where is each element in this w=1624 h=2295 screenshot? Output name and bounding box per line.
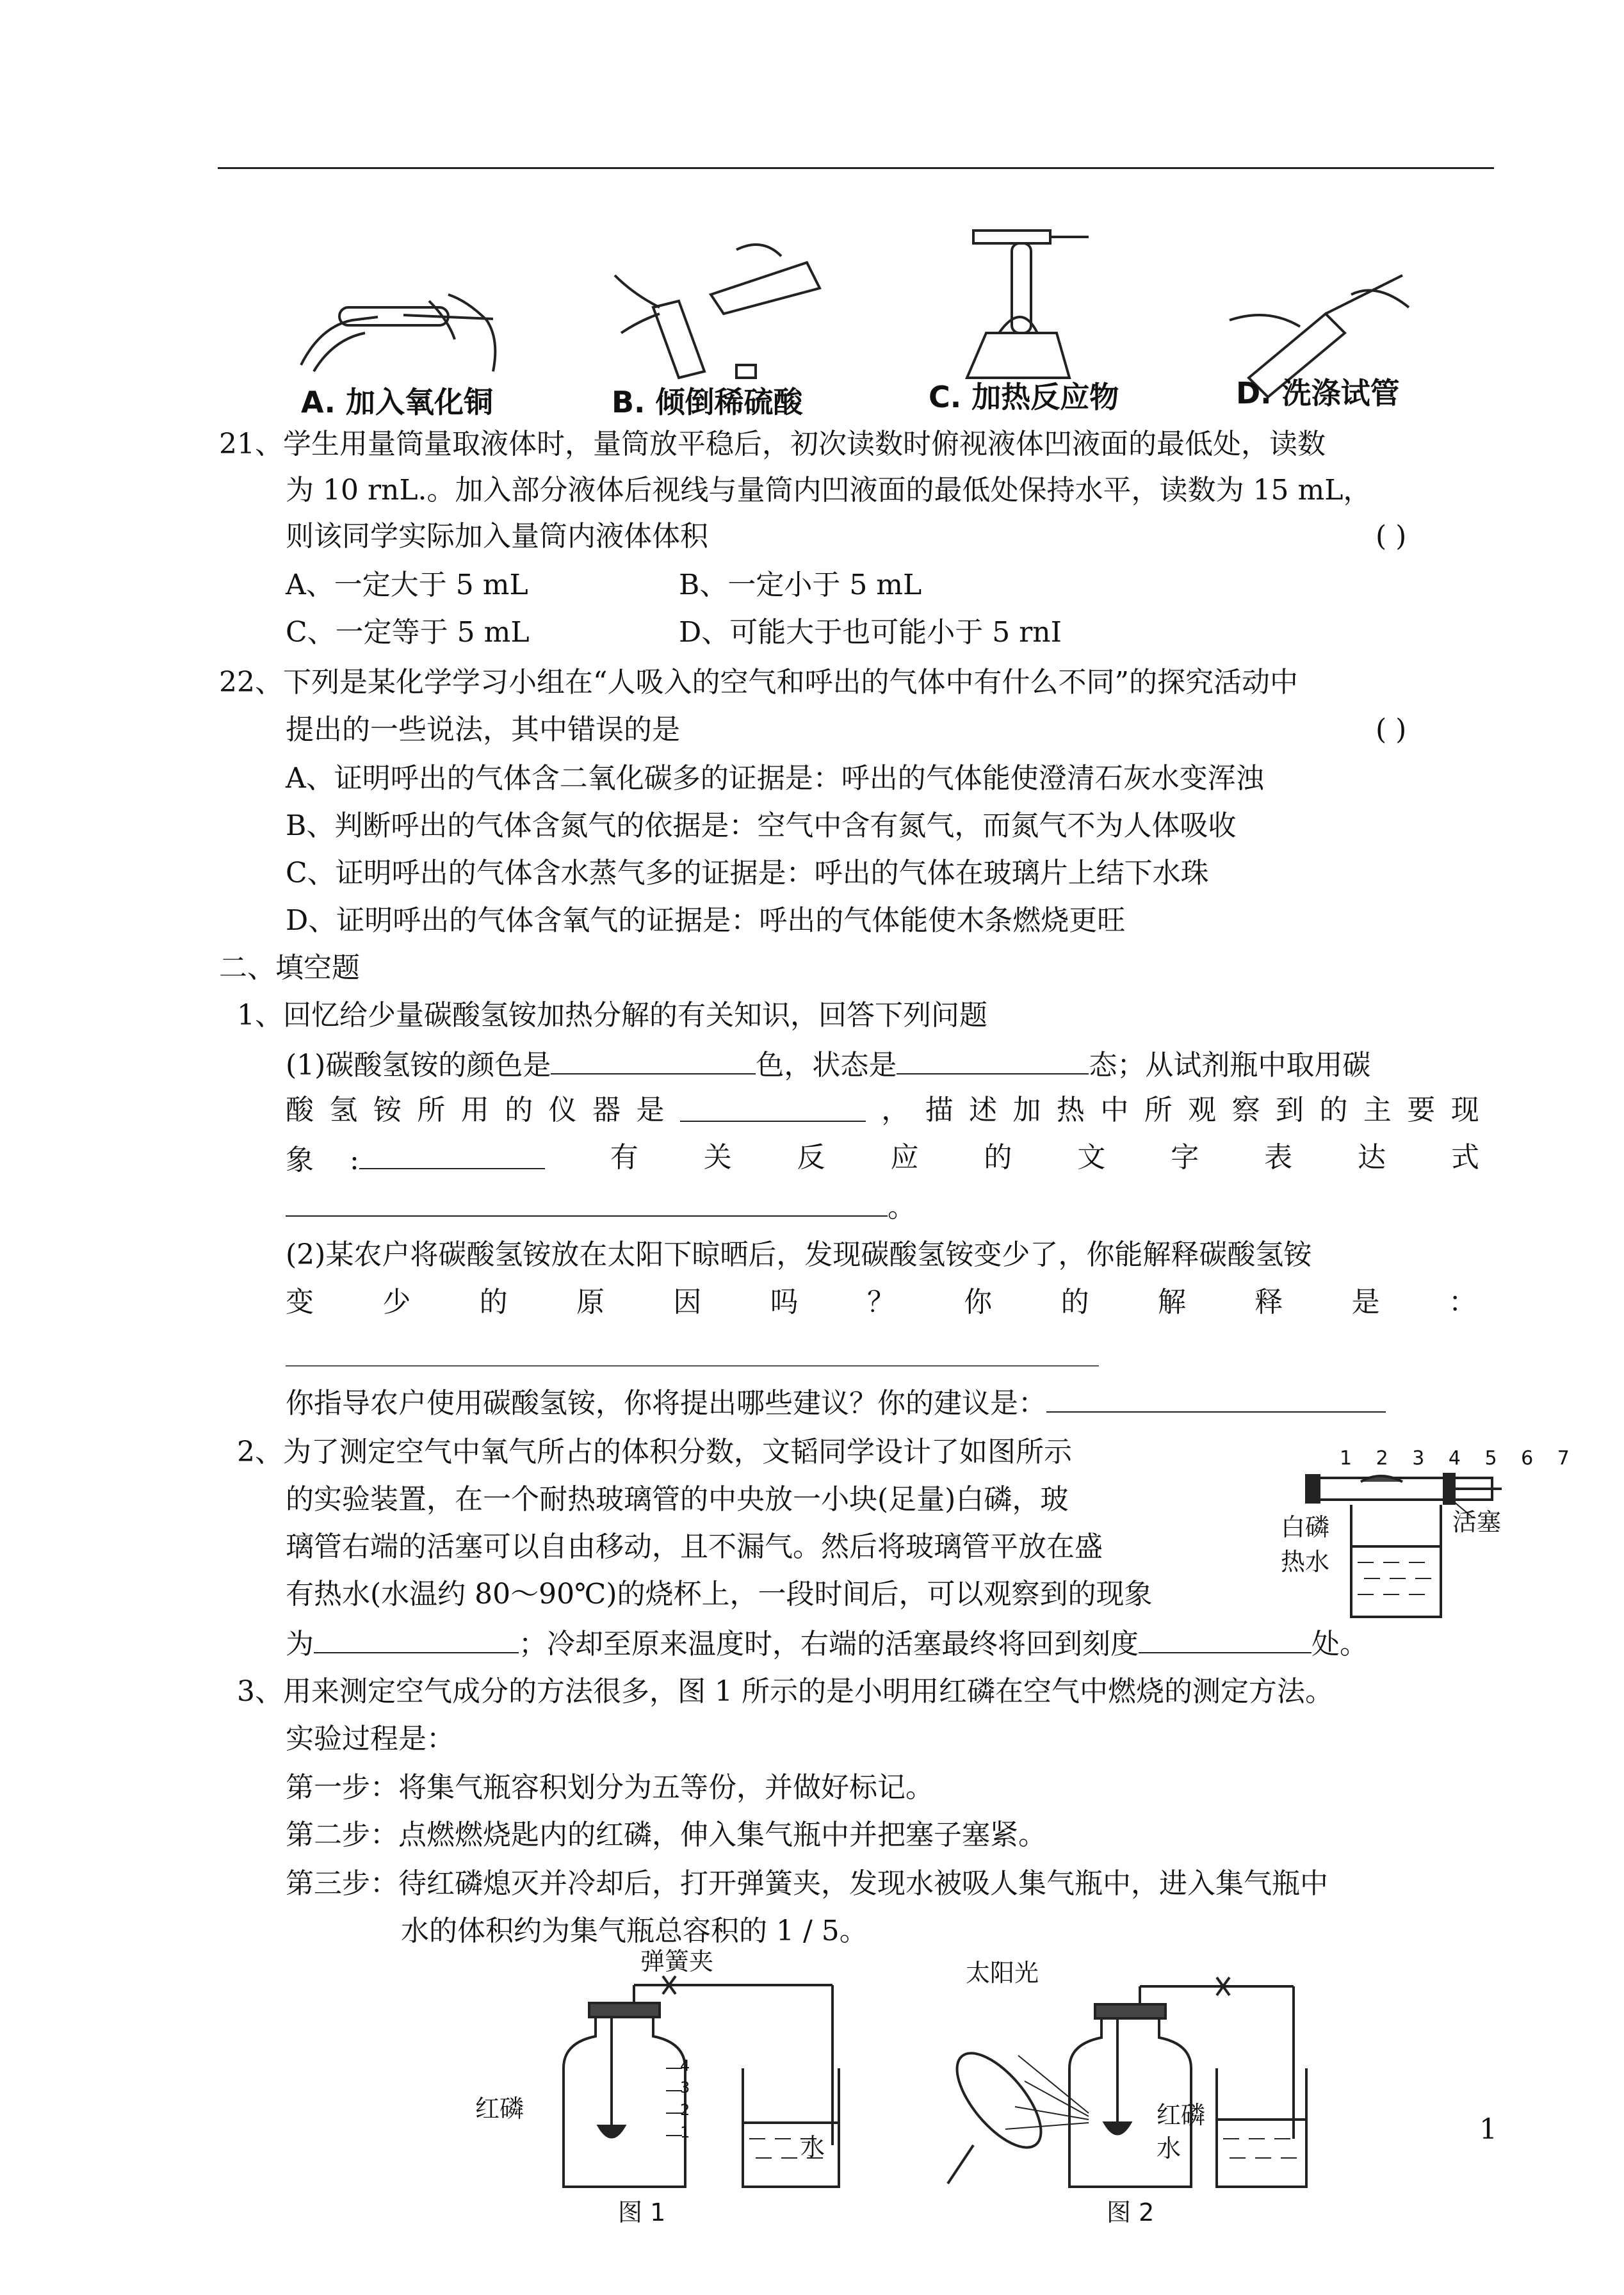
q21-option-c: C、一定等于 5 mL — [286, 616, 530, 649]
f1-l2-char: 的 — [505, 1094, 533, 1126]
q21-option-a: A、一定大于 5 mL — [286, 569, 528, 601]
fig1-mark-2: 2 — [680, 2101, 690, 2119]
f2-scale-numbers: 1 2 3 4 5 6 7 — [1340, 1447, 1579, 1470]
fig1-mark-3: 3 — [680, 2079, 690, 2096]
f1-part2-line2 — [286, 1283, 1477, 1322]
f1-part2-line4 — [286, 1382, 1386, 1423]
f1-p2-char: 少 — [382, 1286, 411, 1318]
f2-line-3: 璃管右端的活塞可以自由移动，且不漏气。然后将玻璃管平放在盛 — [286, 1530, 1103, 1563]
q22-line-2: 提出的一些说法，其中错误的是 — [286, 713, 680, 746]
q22-option-c: C、证明呼出的气体含水蒸气多的证据是：呼出的气体在玻璃片上结下水珠 — [286, 857, 1209, 889]
fig1-label-water: 水 — [800, 2133, 825, 2161]
f2-last-c: 处。 — [1311, 1628, 1368, 1660]
figure-a-drawing — [301, 282, 512, 378]
figure-label-a: A. 加入氧化铜 — [301, 385, 493, 419]
f1-l2-char: 是 — [636, 1094, 665, 1126]
section-title-fill-in: 二、填空题 — [219, 952, 360, 984]
f2-last-b: ；冷却至原来温度时，右端的活塞最终将回到刻度 — [519, 1628, 1139, 1660]
f2-label-white-phosphorus: 白磷 — [1281, 1513, 1330, 1541]
f2-line-2: 的实验装置，在一个耐热玻璃管的中央放一小块(足量)白磷，玻 — [286, 1483, 1069, 1516]
blank-state[interactable] — [897, 1044, 1089, 1075]
f2-line-5 — [286, 1623, 1368, 1664]
figure-b-drawing — [615, 237, 832, 384]
f1-l2-tail: 到 — [1276, 1094, 1304, 1126]
f2-line-1: 2、为了测定空气中氧气所占的体积分数，文韬同学设计了如图所示 — [237, 1436, 1072, 1468]
blank-phenomenon[interactable] — [314, 1623, 519, 1653]
f1-l2-tail: 观 — [1188, 1094, 1217, 1126]
q22-line-1: 22、下列是某化学学习小组在“人吸入的空气和呼出的气体中有什么不同”的探究活动中 — [219, 666, 1298, 699]
fig2-apparatus-drawing — [948, 1991, 1306, 2190]
f1-l2-char: 器 — [592, 1094, 621, 1126]
f1-l2-tail: 描 — [925, 1094, 954, 1126]
f1-l3-colon: : — [349, 1144, 359, 1176]
f1-part2-line1: (2)某农户将碳酸氢铵放在太阳下晾晒后，发现碳酸氢铵变少了，你能解释碳酸氢铵 — [286, 1238, 1312, 1271]
f3-line-3: 第一步：将集气瓶容积划分为五等份，并做好标记。 — [286, 1771, 934, 1804]
f1-l3-char: 有 — [610, 1141, 638, 1174]
f1-p2-char: 变 — [286, 1286, 314, 1318]
f2-label-piston: 活塞 — [1452, 1508, 1502, 1536]
f2-line-4: 有热水(水温约 80～90℃)的烧杯上，一段时间后，可以观察到的现象 — [286, 1578, 1153, 1610]
fig1-caption: 图 1 — [618, 2198, 666, 2226]
f1-p2-char: ？ — [866, 1286, 895, 1318]
f1-l3-char: 表 — [1264, 1141, 1293, 1174]
fig2-label-red-phosphorus: 红磷 — [1157, 2101, 1206, 2129]
page-number: 1 — [1479, 2113, 1497, 2146]
figure-c-drawing — [961, 218, 1114, 378]
f1-l2-char: 铵 — [373, 1094, 402, 1126]
f1-l3-char: 文 — [1077, 1141, 1106, 1174]
q22-answer-paren[interactable]: ( ) — [1376, 713, 1407, 746]
blank-instrument[interactable] — [680, 1091, 866, 1122]
f1-l2-tail: 所 — [1144, 1094, 1173, 1126]
f1-l3-char: 象 — [286, 1144, 314, 1176]
f3-line-6: 水的体积约为集气瓶总容积的 1 / 5。 — [401, 1915, 868, 1947]
f1-l3-char: 达 — [1358, 1141, 1386, 1174]
q21-line-1: 21、学生用量筒量取液体时，量筒放平稳后，初次读数时俯视液体凹液面的最低处，读数 — [219, 428, 1326, 460]
q22-option-a: A、证明呼出的气体含二氧化碳多的证据是：呼出的气体能使澄清石灰水变浑浊 — [286, 762, 1264, 795]
f1-l3-char: 式 — [1451, 1141, 1479, 1174]
q21-option-b: B、一定小于 5 mL — [679, 569, 922, 601]
f3-line-5: 第三步：待红磷熄灭并冷却后，打开弹簧夹，发现水被吸人集气瓶中，进入集气瓶中 — [286, 1867, 1328, 1900]
f1-l2-char: 所 — [417, 1094, 446, 1126]
f1-l2-tail: 主 — [1363, 1094, 1392, 1126]
q21-option-d: D、可能大于也可能小于 5 rnI — [679, 616, 1062, 649]
f1-p2-char: 原 — [576, 1286, 605, 1318]
f1-part1-line2 — [286, 1091, 1479, 1130]
f1-p2-char: 吗 — [770, 1286, 799, 1318]
f3-line-1: 3、用来测定空气成分的方法很多，图 1 所示的是小明用红磷在空气中燃烧的测定方法。 — [237, 1675, 1333, 1708]
f1-l2-tail: 察 — [1231, 1094, 1260, 1126]
f1-l3-char: 应 — [890, 1141, 919, 1174]
f1-l2-tail: 中 — [1100, 1094, 1129, 1126]
fig2-label-water: 水 — [1157, 2134, 1181, 2162]
f1-l2-char: 仪 — [548, 1094, 577, 1126]
f1-l2-char: 用 — [460, 1094, 489, 1126]
f1-l2-tail: 加 — [1012, 1094, 1041, 1126]
f1-p2-char: 是 — [1351, 1286, 1380, 1318]
q21-line-2: 为 10 rnL.。加入部分液体后视线与量筒内凹液面的最低处保持水平，读数为 15 mL， — [286, 474, 1372, 507]
f1-intro: 1、回忆给少量碳酸氢铵加热分解的有关知识，回答下列问题 — [237, 999, 987, 1032]
q22-option-b: B、判断呼出的气体含氮气的依据是：空气中含有氮气，而氮气不为人体吸收 — [286, 809, 1237, 842]
f1-p2-char: 的 — [479, 1286, 508, 1318]
fig1-mark-1: 1 — [680, 2123, 690, 2141]
f2-label-hot-water: 热水 — [1281, 1548, 1330, 1576]
f1-l3-char: 字 — [1171, 1141, 1199, 1174]
f1-part1-text-b: 色，状态是 — [756, 1049, 897, 1082]
f1-l2-char: 氢 — [329, 1094, 358, 1126]
blank-scale[interactable] — [1139, 1623, 1311, 1653]
f1-l2-tail: 热 — [1056, 1094, 1085, 1126]
fig1-label-clip: 弹簧夹 — [640, 1947, 714, 1975]
figure-label-c: C. 加热反应物 — [929, 380, 1119, 414]
blank-observation[interactable] — [359, 1139, 545, 1169]
f1-p2-char: 因 — [673, 1286, 702, 1318]
fig2-label-sunlight: 太阳光 — [966, 1959, 1039, 1987]
blank-color[interactable] — [551, 1044, 756, 1075]
f2-apparatus-drawing — [1300, 1473, 1511, 1620]
f1-l2-tail: 要 — [1407, 1094, 1436, 1126]
f1-part1-line4 — [286, 1186, 916, 1227]
f3-line-2: 实验过程是： — [286, 1723, 455, 1755]
q21-line-3: 则该同学实际加入量筒内液体体积 — [286, 520, 708, 553]
fig2-caption: 图 2 — [1107, 2198, 1155, 2226]
f1-part1-text-c: 态；从试剂瓶中取用碳 — [1089, 1049, 1371, 1082]
f1-part1-text-a: (1)碳酸氢铵的颜色是 — [286, 1049, 551, 1082]
f1-p2-char: 你 — [964, 1286, 993, 1318]
figure-label-b: B. 倾倒稀硫酸 — [612, 385, 803, 419]
blank-word-equation[interactable] — [286, 1186, 888, 1217]
blank-suggestion[interactable] — [1046, 1382, 1386, 1413]
f1-p2-char: 的 — [1060, 1286, 1089, 1318]
f1-p2-char: ： — [1448, 1286, 1477, 1318]
q21-answer-paren[interactable]: ( ) — [1376, 520, 1407, 553]
f3-line-4: 第二步：点燃燃烧匙内的红磷，伸入集气瓶中并把塞子塞紧。 — [286, 1819, 1046, 1851]
f1-l2-tail: 的 — [1319, 1094, 1348, 1126]
f1-l2-tail: 述 — [969, 1094, 998, 1126]
f1-part1-line1 — [286, 1044, 1370, 1085]
f1-p2-suggest-text: 你指导农户使用碳酸氢铵，你将提出哪些建议？你的建议是： — [286, 1387, 1046, 1420]
f1-l4-end: 。 — [888, 1191, 916, 1224]
figure-label-d: D. 洗涤试管 — [1236, 376, 1400, 410]
fig1-label-red-phosphorus: 红磷 — [475, 2095, 524, 2123]
f1-l2-tail: 现 — [1450, 1094, 1479, 1126]
f1-l3-char: 的 — [984, 1141, 1012, 1174]
f1-p2-char: 释 — [1255, 1286, 1283, 1318]
f1-l2-char: 酸 — [286, 1094, 314, 1126]
fig1-mark-4: 4 — [680, 2057, 690, 2075]
blank-explanation[interactable] — [286, 1365, 1099, 1366]
f1-l3-char: 关 — [703, 1141, 732, 1174]
q22-option-d: D、证明呼出的气体含氧气的证据是：呼出的气体能使木条燃烧更旺 — [286, 904, 1126, 937]
f2-last-a: 为 — [286, 1628, 314, 1660]
top-rule — [218, 167, 1494, 169]
f1-part1-line3 — [286, 1139, 1479, 1180]
f1-p2-char: 解 — [1157, 1286, 1186, 1318]
f1-l2-tail: ， — [881, 1094, 910, 1126]
f1-l3-char: 反 — [797, 1141, 825, 1174]
